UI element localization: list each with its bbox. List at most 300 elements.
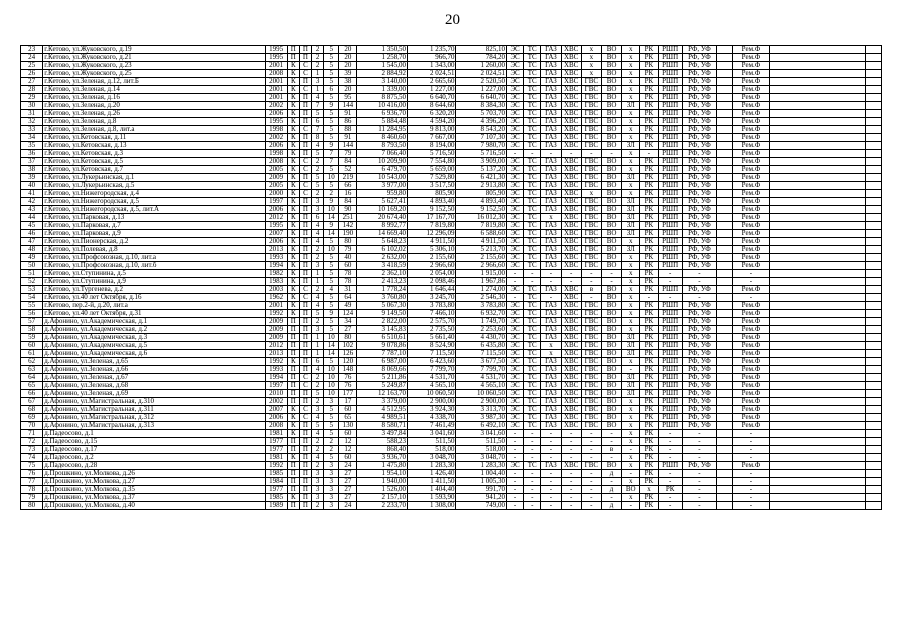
table-cell [865,414,881,422]
table-cell: 66 [339,182,357,190]
table-cell [865,334,881,342]
table-cell: 10 [324,246,339,254]
table-cell: 3 497,84 [357,430,408,438]
table-cell: 1 404,40 [407,486,456,494]
table-cell: д.Падеосово, д.17 [43,446,265,454]
table-cell: П [287,382,299,390]
table-cell: 3 924,30 [407,406,456,414]
table-cell [769,150,865,158]
table-row [21,486,882,494]
table-cell: 5 [324,182,339,190]
table-cell: - [541,454,561,462]
table-cell [717,86,733,94]
table-cell: Рем.Ф [733,78,769,86]
table-cell: ЗЛ [622,206,640,214]
table-cell: РК [640,286,658,294]
table-cell [769,126,865,134]
table-cell: Рем.Ф [733,142,769,150]
table-cell: ЭС [507,462,524,470]
table-row [21,86,882,94]
table-cell: ТС [524,230,541,238]
table-cell: 4 893,40 [407,198,456,206]
table-cell: 2 [312,54,324,62]
table-cell: 130 [339,422,357,430]
table-cell: 1981 [265,454,287,462]
table-cell: ГВС [581,158,601,166]
table-cell: ГВС [581,86,601,94]
table-cell: ГВС [581,222,601,230]
table-cell: РШП [658,126,682,134]
table-cell: 1 545,00 [357,62,408,70]
table-cell: ГВС [581,238,601,246]
table-cell: ТС [524,118,541,126]
table-cell: 2 822,00 [357,318,408,326]
table-cell: - [682,454,716,462]
table-cell: 5 [324,70,339,78]
table-cell [717,46,733,54]
table-cell: П [287,54,299,62]
table-cell: С [299,286,311,294]
table-cell: 1 227,00 [456,86,507,94]
table-cell: ЭС [507,406,524,414]
table-cell: П [299,446,311,454]
table-cell: РФ, УФ [682,62,716,70]
table-cell: ЗЛ [622,382,640,390]
table-cell: 3 [312,406,324,414]
table-cell: РК [640,206,658,214]
table-cell: ГВС [581,462,601,470]
table-cell: 10 [324,334,339,342]
table-cell: д.Афонино, ул.Академическая, д.2 [43,326,265,334]
table-cell: ТС [524,166,541,174]
table-cell: 2 966,60 [407,262,456,270]
table-cell: ВО [601,414,621,422]
table-cell: РШП [658,238,682,246]
table-cell: РК [640,46,658,54]
table-cell: ГВС [581,302,601,310]
table-cell: РК [640,134,658,142]
table-cell [865,446,881,454]
table-cell [769,62,865,70]
table-cell: 2 098,46 [407,278,456,286]
table-cell: г.Кетово, ул.Зеленая, д.12, лит.Б [43,78,265,86]
table-cell: ТС [524,462,541,470]
table-cell: 1 749,70 [456,318,507,326]
table-cell: 2012 [265,342,287,350]
table-cell: ЭС [507,246,524,254]
table-cell: РФ, УФ [682,462,716,470]
table-cell: - [561,454,581,462]
table-cell: 4 911,50 [407,238,456,246]
table-cell [865,54,881,62]
table-cell [717,110,733,118]
table-cell: х [622,438,640,446]
table-cell: ВО [601,422,621,430]
table-cell: 991,70 [456,486,507,494]
table-cell: - [507,502,524,510]
table-cell [865,166,881,174]
table-row [21,246,882,254]
table-cell: 8 524,90 [407,342,456,350]
table-cell: 24 [339,502,357,510]
table-cell: - [581,446,601,454]
table-cell: 11 284,95 [357,126,408,134]
table-cell: 3 [312,206,324,214]
table-cell: 8 384,30 [456,102,507,110]
table-cell: К [287,230,299,238]
table-cell: ХВС [561,142,581,150]
table-cell: П [287,374,299,382]
table-cell [717,94,733,102]
table-cell: 2 [312,318,324,326]
table-cell [769,326,865,334]
table-cell: 88 [339,126,357,134]
table-row [21,334,882,342]
table-cell: Рем.Ф [733,94,769,102]
table-cell: ГАЗ [541,366,561,374]
table-cell: ЭС [507,94,524,102]
table-cell: РШП [658,118,682,126]
table-cell [717,334,733,342]
table-cell: П [299,230,311,238]
table-cell: К [287,110,299,118]
table-cell: К [287,414,299,422]
table-cell: ТС [524,358,541,366]
table-cell: 57 [21,318,43,326]
table-cell: д.Падеосово, д.1 [43,430,265,438]
table-cell: 8 069,66 [357,366,408,374]
table-cell: х [622,150,640,158]
table-cell: х [622,494,640,502]
table-cell [717,150,733,158]
table-cell: - [524,430,541,438]
table-cell: ТС [524,366,541,374]
table-cell: РШП [658,174,682,182]
table-cell: д.Афонино, ул.Зеленая, д.67 [43,374,265,382]
table-cell: 5 [324,318,339,326]
table-cell [717,318,733,326]
table-row [21,54,882,62]
table-cell: П [287,438,299,446]
table-cell [717,262,733,270]
table-cell: - [581,454,601,462]
table-cell: Рем.Ф [733,422,769,430]
table-cell: 7 819,80 [407,222,456,230]
table-cell: - [601,430,621,438]
table-cell: РФ, УФ [682,78,716,86]
table-cell: Рем.Ф [733,350,769,358]
table-cell: К [287,158,299,166]
table-cell: ВО [601,222,621,230]
table-cell: ТС [524,214,541,222]
table-cell: 102 [339,342,357,350]
table-cell: П [299,54,311,62]
table-cell: Рем.Ф [733,238,769,246]
table-cell: 43 [21,206,43,214]
table-cell [769,198,865,206]
table-cell: 3 760,80 [357,294,408,302]
table-cell: РК [640,470,658,478]
table-cell [769,102,865,110]
table-cell: в [601,446,621,454]
table-cell: 1 526,00 [357,486,408,494]
table-cell: ГАЗ [541,78,561,86]
table-cell: 1 227,00 [407,86,456,94]
table-cell [865,318,881,326]
table-cell: Рем.Ф [733,310,769,318]
table-cell: - [581,486,601,494]
table-cell: П [287,502,299,510]
table-cell: ГАЗ [541,310,561,318]
table-cell: ХВС [561,366,581,374]
table-cell: РФ, УФ [682,350,716,358]
table-cell: РК [640,78,658,86]
table-cell: ГВС [581,318,601,326]
table-cell: 5 [324,46,339,54]
table-cell: - [541,494,561,502]
table-cell: ХВС [561,78,581,86]
table-cell: ГАЗ [541,222,561,230]
table-cell: 6 [324,86,339,94]
table-cell [769,470,865,478]
table-cell [865,246,881,254]
table-cell [865,366,881,374]
table-cell: 1995 [265,54,287,62]
table-cell [865,294,881,302]
table-row [21,230,882,238]
table-cell: ГВС [581,398,601,406]
table-cell: ГВС [581,374,601,382]
table-cell [769,278,865,286]
table-cell [769,86,865,94]
table-cell [717,126,733,134]
table-cell: ГВС [581,118,601,126]
table-cell: х [622,430,640,438]
table-cell: РФ, УФ [682,46,716,54]
table-cell: - [733,446,769,454]
table-cell: ХВС [561,238,581,246]
table-cell: РФ, УФ [682,206,716,214]
table-cell: 6 640,70 [456,94,507,102]
table-cell: РШП [658,78,682,86]
table-row [21,422,882,430]
table-cell: П [299,350,311,358]
table-cell: П [299,358,311,366]
table-cell: ЭС [507,214,524,222]
table-cell: РК [640,478,658,486]
table-cell: 2008 [265,158,287,166]
table-cell: РК [640,198,658,206]
table-cell: ГАЗ [541,302,561,310]
table-cell [717,374,733,382]
table-cell: 868,40 [357,446,408,454]
table-cell: 4 [312,238,324,246]
table-row [21,470,882,478]
table-cell: Рем.Ф [733,206,769,214]
table-cell [769,270,865,278]
table-cell: РШП [658,414,682,422]
table-cell: РШП [658,366,682,374]
table-cell: ЗЛ [622,246,640,254]
table-cell: 5 [324,358,339,366]
table-cell: 12 296,09 [407,230,456,238]
table-cell: 9 149,50 [357,310,408,318]
table-cell: ЗЛ [622,230,640,238]
table-cell: 79 [21,494,43,502]
table-cell: - [658,454,682,462]
table-cell: 10 [324,390,339,398]
table-cell: РК [640,302,658,310]
table-cell: г.Кетово, ул.Жуковского, д.25 [43,70,265,78]
table-cell: ВО [601,110,621,118]
table-row [21,166,882,174]
table-cell: ЭС [507,182,524,190]
table-cell: Рем.Ф [733,54,769,62]
table-cell: ЭС [507,334,524,342]
table-cell: ТС [524,342,541,350]
table-cell: ЗЛ [622,198,640,206]
table-cell: - [658,430,682,438]
table-cell: П [287,486,299,494]
table-cell [769,350,865,358]
table-cell: - [541,446,561,454]
table-cell [717,446,733,454]
table-cell: ХВС [561,54,581,62]
table-cell [865,302,881,310]
table-cell: 3 [324,470,339,478]
table-cell: 14 [324,342,339,350]
table-cell: Рем.Ф [733,374,769,382]
table-cell: 2 [312,166,324,174]
table-cell: РШП [658,86,682,94]
table-cell: 74 [21,454,43,462]
table-cell: 47 [21,238,43,246]
table-cell: г.Кетово, ул.Парковая, д.13 [43,214,265,222]
table-cell: С [299,374,311,382]
table-cell: ГВС [581,422,601,430]
table-cell: 2 546,30 [456,294,507,302]
table-cell: 2 253,60 [456,326,507,334]
table-cell: 3 379,00 [357,398,408,406]
table-cell: ХВС [561,358,581,366]
table-cell: П [299,46,311,54]
table-cell: - [561,478,581,486]
table-cell: РШП [658,182,682,190]
table-cell: х [622,182,640,190]
table-cell: х [622,54,640,62]
table-cell: 1982 [265,270,287,278]
table-cell: Рем.Ф [733,462,769,470]
table-cell: 3 [324,462,339,470]
table-cell: 1 967,86 [456,278,507,286]
table-cell: ТС [524,318,541,326]
table-cell: 1992 [265,358,287,366]
table-cell [717,406,733,414]
table-row [21,182,882,190]
table-cell: Рем.Ф [733,230,769,238]
table-cell [865,198,881,206]
table-cell: 60 [339,406,357,414]
table-cell [717,478,733,486]
table-cell: 78 [21,486,43,494]
table-cell: ВО [601,326,621,334]
table-cell: ГАЗ [541,374,561,382]
table-cell [769,502,865,510]
table-cell: 84 [339,158,357,166]
table-cell [769,166,865,174]
table-cell: 1994 [265,262,287,270]
table-cell [865,230,881,238]
table-cell: РФ, УФ [682,126,716,134]
table-cell: - [601,150,621,158]
table-cell: ТС [524,334,541,342]
table-cell: 6 987,00 [357,358,408,366]
table-cell [769,294,865,302]
table-cell: 6 435,80 [456,342,507,350]
table-cell: ХВС [561,310,581,318]
table-row [21,342,882,350]
table-cell: д.Афонино, ул.Академическая, д.5 [43,342,265,350]
table-cell [865,278,881,286]
table-cell: 3 [312,478,324,486]
table-cell: 1 283,30 [456,462,507,470]
table-cell: 5 [312,182,324,190]
table-cell: 1998 [265,126,287,134]
table-cell: 10 [324,174,339,182]
table-row [21,62,882,70]
table-cell: - [682,278,716,286]
table-cell [865,398,881,406]
table-cell: 79 [339,150,357,158]
table-cell: ХВС [561,254,581,262]
table-cell: ВО [601,134,621,142]
table-cell: ГВС [581,262,601,270]
table-cell: Рем.Ф [733,254,769,262]
table-cell: ЭС [507,390,524,398]
table-cell: РФ, УФ [682,414,716,422]
table-cell: - [682,294,716,302]
table-cell: 518,00 [456,446,507,454]
table-cell: ГАЗ [541,190,561,198]
table-cell: П [299,454,311,462]
table-cell: ЗЛ [622,102,640,110]
table-cell: - [581,150,601,158]
table-cell: ВО [601,174,621,182]
table-cell: 39 [339,70,357,78]
table-cell: 2 155,60 [456,254,507,262]
table-cell: 9 [324,142,339,150]
table-cell: ГАЗ [541,206,561,214]
table-cell: ГАЗ [541,406,561,414]
table-cell: П [299,262,311,270]
table-cell: 1992 [265,310,287,318]
table-cell: К [287,294,299,302]
table-cell: 8 992,77 [357,222,408,230]
table-cell: 2 [324,446,339,454]
table-cell: - [733,502,769,510]
table-cell: ЗЛ [622,214,640,222]
table-cell: 10 [324,374,339,382]
table-row [21,270,882,278]
table-cell: - [541,278,561,286]
table-cell [865,190,881,198]
table-cell: ВО [601,358,621,366]
table-cell: д.Прошкино, ул.Молкова, д.40 [43,502,265,510]
table-cell: РК [640,278,658,286]
table-cell: 68 [21,406,43,414]
table-cell: - [733,270,769,278]
table-cell [865,174,881,182]
